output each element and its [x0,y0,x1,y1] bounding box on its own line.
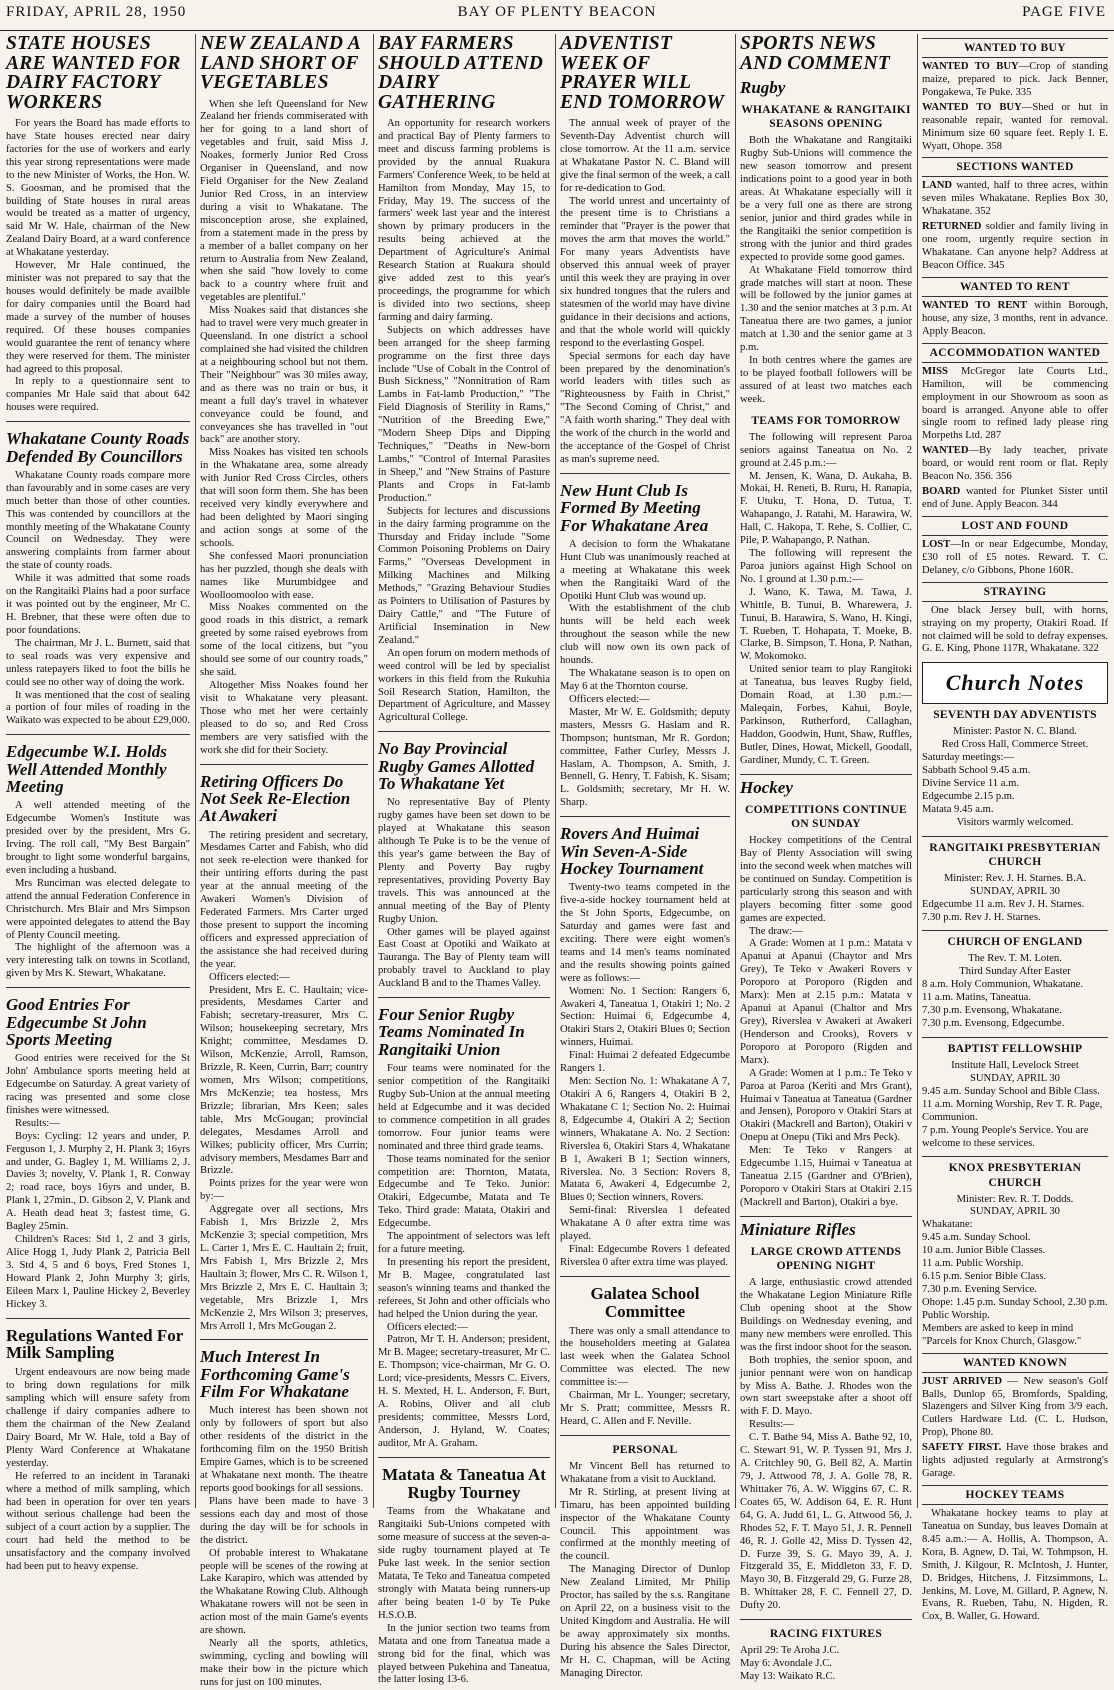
headline: Edgecumbe W.I. Holds Well Attended Monthly Meeting [6,742,167,796]
classified-heading: STRAYING [922,582,1108,602]
service-line: SUNDAY, APRIL 30 [970,1206,1060,1218]
service-line: SUNDAY, APRIL 30 [970,1072,1060,1084]
divider [560,1435,730,1436]
paragraph: Mr Vincent Bell has returned to Whakatane from a visit to Auckland. [560,1460,730,1485]
article-state-houses [6,34,190,415]
divider [378,731,550,732]
classified-ad: MISS McGregor late Courts Ltd., Hamilton, will be commencing employment in our Showroom as soon as board is arranged. Anyone able to offer single room to refined lady please ring Morpeths Ltd. 287 [922,365,1108,442]
paragraph: She confessed Maori pronunciation has her puzzled, though she deals with names like Murumbidgee and Woolloomooloo with ease. [200,550,368,601]
headline: NEW ZEALAND A LAND SHORT OF VEGETABLES [200,33,360,93]
paragraph: The draw:— [749,925,803,937]
paragraph: C. T. Bathe 94, Miss A. Bathe 92, 10, C. Stewart 91, W. P. Tyssen 91, Mrs J. A. Critchley 90, G. Bell 82, A. Martin 79, J. Attwood 78, J. A. Golle 78, R. Whittaker 76, A. W. Wiggins 67, C. R. Coates 65, W. Addison 64, E. R. Hunt 64, G. A. Judd 61, L. G. Attwood 56, J. Rhodes 52, F. T. Mayo 51, J. R. Pennell 46, R. J. Golle 42, Miss D. Tyssen 42, D. Furze 39, S. G. Mayo 39, A. J. Fitzgerald 35, E. Middleton 33, F. D. Mayo 30, B. Fitzgerald 29, G. Furze 28, B. Whittaker 28, F. C. Fennell 27, D. Dufty 20. [740,1432,912,1612]
column-rule [195,34,196,1508]
classified-ad: LOST—In or near Edgecumbe, Monday, £30 roll of £5 notes. Reward. T. C. Delaney, c/o Gibbons, Phone 160R. [922,538,1108,576]
paragraph: Women: No. 1 Section: Rangers 6, Awakeri 4, Taneatua 1, Otakiri 1; No. 2 Section: Huimai 6, Edgecumbe 4, Otakiri Stars 2, Otakiri Blues 0; Section winners, Huimai. [560,985,730,1049]
classified-ad: One black Jersey bull, with horns, straying on my property, Otakiri Road. If not claimed will be sold to defray expenses. G. E. King, Phone 117R, Whakatane. 322 [922,604,1108,655]
divider [378,997,550,998]
headline: BAY FARMERS SHOULD ATTEND DAIRY GATHERING [378,33,544,113]
service-line: Sabbath School 9.45 a.m. [922,765,1031,777]
classified-ad: WANTED TO BUY—Shed or hut in reasonable repair, wanted for removal. Minimum size 60 square feet. Reply I. E. Wyatt, Ohope. 358 [922,101,1108,152]
headline: New Hunt Club Is Formed By Meeting For Whakatane Area [560,480,709,535]
service-line: Minister: Rev. J. H. Starnes. B.A. [943,872,1087,884]
paragraph: In the junior section two teams from Matata and one from Taneatua made a strong bid for the final, which was played between Pukehina and Taneatua, the latter losing 13-6. [378,1622,550,1686]
article-hockey-tourney [560,825,730,1270]
paragraph: J. Wano, K. Tawa, M. Tawa, J. Whittle, B. Tunui, B. Wharewera, J. Tunui, B. Harawira, S. Wano, H. Kingi, T. Rueben, T. Hohapata, T. Moeke, B. Clarke, B. Simpson, T. Hona, P. Nathan, W. Mokomoko. [740,586,912,663]
service-line: Visitors warmly welcomed. [956,816,1074,828]
classified-ad: LAND wanted, half to three acres, within seven miles Whakatane. Replies Box 30, Whakatane. 352 [922,180,1108,218]
fixture-line: May 6: Avondale J.C. [740,1658,832,1670]
article-rugby-tourney [378,1466,550,1688]
paragraph: Semi-final: Riverslea 1 defeated Whakatane A 0 after extra time was played. [560,1205,730,1243]
paragraph: Aggregate over all sections, Mrs Fabish 1, Mrs Brizzle 2, Mrs McKenzie 3; special competition, Mrs L. Carter 1, Mrs E. C. Haultain 2; fruit, Mrs Fabish 1, Mrs Brizzle 2, Mrs Haultain 3; flower, Mrs C. R. Wilson 1, Mrs Brizzle 2, Mrs E. C. Haultain 3; vegetable, Mrs Brizzle 1, Mrs McKenzie 2, Mrs Wilson 3; preserves, Mrs Arroll 1, Mrs McGougan 2. [200,1204,368,1332]
paragraph: Miss Noakes said that distances she had to travel were very much greater in Queensland. In one district a school complained she had visited the children at a neighbouring school but not them. Their "Neighbour" was 30 miles away, and as there was no train or bus, it meant a full day's travel in whatever conveyance could be found, and conveyances she has travelled in "out back" are another story. [200,305,368,446]
divider [922,1037,1108,1038]
headline: ADVENTIST WEEK OF PRAYER WILL END TOMORROW [560,33,725,113]
paragraph: Mr R. Stirling, at present living at Timaru, has been appointed building inspector of the Whakatane County Council. This appointment was confirmed at the monthly meeting of the council. [560,1486,730,1563]
divider [378,1457,550,1458]
service-line: Members are asked to keep in mind "Parcels for Knox Church, Glasgow." [922,1322,1082,1347]
paragraph: A decision to form the Whakatane Hunt Club was unanimously reached at a meeting at Whakatane this week when the Rangitaiki Ward of the Opotiki Hunt Club was wound up. [560,538,730,602]
service-line: Edgecumbe 11 a.m. Rev J. H. Starnes. [922,898,1085,910]
paragraph: It was mentioned that the cost of sealing a portion of four miles of roading in the Waikato was expected to be about £29,000. [6,689,190,727]
article-dairy-gathering [378,34,550,725]
headline: Rovers And Huimai Win Seven-A-Side Hockey Tournament [560,824,704,878]
column-4 [560,33,730,1679]
article-teams-tomorrow [740,414,912,768]
paragraph: The Whakatane season is to open on May 6 at the Thornton course. [560,668,730,693]
divider [560,473,730,474]
issue-date: FRIDAY, APRIL 28, 1950 [6,4,187,20]
paragraph: Both trophies, the senior spoon, and junior pennant were won on handicap by Miss A. Bathe. J. Rhodes won the own start sweepstake after a shoot off with F. D. Mayo. [740,1354,912,1418]
paragraph: Officers elected:— [209,971,290,983]
paragraph: Men: Te Teko v Rangers at Edgecumbe 1.15, Huimai v Taneatua at Taneatua 2.15 (Gardner and O'Brien), Poroporo v Otakiri Stars at Otakiri 2.15 (Mackrell and Barton), Otakiri a bye. [740,1145,912,1208]
paragraph: Subjects for lectures and discussions in the dairy farming programme on the Thursday and Friday include "Some Common Poisoning Problems on Dairy Farms," "Overseas Development in Milking Machines and Milking Methods," "Grazing Behaviour Studies as Pointers to Utilisation of Pastures by Dairy Cattle," and "The Future of Artificial Insemination in New Zealand." [378,505,550,646]
headline: Whakatane County Roads Defended By Councillors [6,429,190,466]
paragraph: Urgent endeavours are now being made to bring down regulations for milk sampling which will ensure safety from challenge if dairy companies adhere to them the chairman of the New Zealand Dairy Board, Mr W. Hale, told a Bay of Plenty Ward Conference at Whakatane yesterday. [6,1367,190,1469]
service-line: SUNDAY, APRIL 30 [970,885,1060,897]
divider [6,734,190,735]
classified-heading: HOCKEY TEAMS [922,1485,1108,1505]
service-line: 6.15 p.m. Senior Bible Class. [922,1271,1047,1283]
paragraph: Chairman, Mr L. Younger; secretary, Mr S. Pratt; committee, Messrs R. Heard, C. Allen and F. Neville. [560,1390,730,1428]
paragraph: The world unrest and uncertainty of the present time is to Christians a reminder that "Prayer is the power that moves the arm that moves the world." For many years Adventists have observed this annual week of prayer until this week they are praying in over six hundred tongues that the rulers and statesmen of the world may have divine guidance in their decisions and actions, and that the whole world will quickly respond to the everlasting Gospel. [560,195,730,349]
paragraph: He referred to an incident in Taranaki where a method of milk sampling, which had been in operation for over ten years without serious challenge had been the subject of a court action by a supplier. The court had held the method to be unsatisfactory and the company involved had been put to heavy expense. [6,1470,190,1573]
paragraph: Whakatane County roads compare more than favourably and in some cases are very much better than those of other counties. This was contended by councillors at the monthly meeting of the Whakatane County Council on Wednesday. They were answering complaints from farmer about the state of county roads. [6,469,190,572]
paragraph: Patron, Mr T. H. Anderson; president, Mr B. Magee; secretary-treasurer, Mr C. E. Thompson; vice-chairman, Mr G. O. Lord; vice-presidents, Messrs C. Eivers, H. S. Mexted, H. L. Anderson, F. Burt, A. Robins, Oliver and all club presidents; committee, Messrs Lord, Anderson, J. Hyland, W. Coates; auditor, Mr A. Graham. [378,1334,550,1449]
paragraph: Children's Races: Std 1, 2 and 3 girls, Alice Hogg 1, Judy Plank 2, Patricia Bell 3. Std 4, 5 and 6 boys, Fred Stones 1, Howard Plank 2, John Murphy 3; girls, Eileen Marx 1, Pauline Hickey 2, Beverley Hickey 3. [6,1234,190,1310]
paragraph: United senior team to play Rangitoki at Taneatua, bus leaves Rugby field, Domain Road, at 1.30 p.m.:— Maleqain, Forbes, Kahui, Boyle, Parkinson, Rutherford, Callaghan, Haddon, Goodwin, Hunt, Shaw, Ruffles, Butler, Dines, Howat, Mickell, Goodall, Gardiner, Mundy, C. T. Green. [740,664,912,766]
service-line: 8 a.m. Holy Communion, Whakatane. [922,979,1084,991]
paragraph: Nearly all the sports, athletics, swimming, cycling and bowling will make their bow in the picture which runs for just on 100 minutes. [200,1638,368,1688]
article-games-film [200,1348,368,1689]
divider [560,1276,730,1277]
paragraph: Results:— [749,1419,794,1431]
paragraph: Results:— [15,1117,60,1129]
article-racing [740,1627,912,1684]
service-line: Ohope: 1.45 p.m. Sunday School, 2.30 p.m. Public Worship. [922,1296,1108,1321]
paragraph: While it was admitted that some roads on the Rangitaiki Plains had a poor surface it was pointed out by the engineer, Mr C. H. Brebner, that these were often due to poor foundations. [6,573,190,636]
paragraph: Both the Whakatane and Rangitaiki Rugby Sub-Unions will commence the new season tomorrow and present indications point to a good year in both areas. At Whakatane especially will it be a very full one as there are strong senior, junior and third grades while in the Rangitaiki the senior competition is strong with the junior and third grades expected to provide some good games. [740,135,912,263]
paragraph: In presenting his report the president, Mr B. Magee, congratulated last season's winning teams and thanked the referees, St John and other officials who had helped the Union during the year. [378,1256,550,1320]
paragraph: No representative Bay of Plenty rugby games have been set down to be played at Whakatane this season although Te Puke is to be the venue of this year's game between the Bay of Plenty and Poverty Bay rugby representatives, providing Poverty Bay travels. This was announced at the annual meeting of the Bay of Plenty Rugby Union. [378,797,550,925]
paragraph: An open forum on modern methods of weed control will be led by specialist workers in this field from the Rukuhia Soil Research Station, Hamilton, the Department of Agriculture, and Massey Agricultural College. [378,647,550,724]
classified-heading: ACCOMMODATION WANTED [922,343,1108,363]
paragraph: Four teams were nominated for the senior competition of the Rangitaiki Rugby Sub-Union at the annual meeting held at Edgecumbe and it was decided to commence competition in all grades tomorrow. Four junior teams were nominated and three third grade teams. [378,1063,550,1152]
divider [560,816,730,817]
service-line: 11 a.m. Public Worship. [922,1258,1024,1270]
paragraph: The annual week of prayer of the Seventh-Day Adventist church will close tomorrow. At the 11 a.m. service at Whakatane Pastor N. C. Bland will give the final sermon of the week, a call for re-dedication to God. [560,118,730,194]
headline: Four Senior Rugby Teams Nominated In Rangitaiki Union [378,1005,525,1059]
column-3 [378,33,550,1686]
paragraph: For years the Board has made efforts to have State houses erected near dairy factories for the use of workers and early this year strong representations were made to the new Minister of Works, the Hon. W. S. Goosman, and he promised that the building of State houses in rural areas would be treated as a matter of urgency, said Mr W. Hale, chairman of the New Zealand Dairy Board, at a ward conference at Whakatane yesterday. [6,118,190,259]
classified-heading: LOST AND FOUND [922,516,1108,536]
church-name: BAPTIST FELLOWSHIP [947,1043,1083,1056]
column-rule [917,34,918,1508]
article-sports-news [740,34,912,407]
article-galatea [560,1285,730,1429]
paragraph: However, Mr Hale continued, the minister was not prepared to say that the houses would definitely be made availble for dairy companies until the Board had made a survey of the number of houses required. Of these houses companies would guarantee the rent of tenancy where they were reserved for them. The minister had agreed to this proposal. [6,260,190,375]
church-name: SEVENTH DAY ADVENTISTS [933,709,1097,722]
divider [922,1156,1108,1157]
classified-ad: WANTED—By lady teacher, private board, or would rent room or flat. Reply Beacon No. 356. 356 [922,445,1108,483]
column-rule [555,34,556,1508]
classified-heading: WANTED TO BUY [922,38,1108,58]
headline: Regulations Wanted For Milk Sampling [6,1325,183,1363]
paragraph: Miss Noakes has visited ten schools in the Whakatane area, some already with Junior Red Cross Circles, others that will soon form them. She has been received very kindly everywhere and had been delighted by Maori singing and action songs at some of the schools. [200,447,368,549]
paragraph: Miss Noakes commented on the good roads in this district, a remark greeted by some raised eyebrows from some of the local citizens, but "you should see some of our country roads," she said. [200,602,368,679]
paragraph: Those teams nominated for the senior competition are: Thornton, Matata, Edgecumbe and Te Teko. Junior: Otakiri, Edgecumbe, Matata and Te Teko. Third grade: Matata, Otakiri and Edgecumbe. [378,1153,550,1230]
headline: No Bay Provincial Rugby Games Allotted To Whakatane Yet [378,739,535,793]
service-line: Minister: Rev. R. T. Dodds. [956,1193,1074,1205]
service-line: Edgecumbe 2.15 p.m. [922,790,1015,802]
paragraph: Final: Huimai 2 defeated Edgecumbe Rangers 1. [560,1050,730,1075]
headline: STATE HOUSES ARE WANTED FOR DAIRY FACTORY WORKERS [6,33,181,113]
service-line: 11 a.m. Morning Worship, Rev T. R. Page, Communion. [922,1098,1103,1123]
service-line: Minister: Pastor N. C. Bland. [953,726,1077,738]
headline: Good Entries For Edgecumbe St John Sports Meeting [6,995,147,1049]
paragraph: The retiring president and secretary, Mesdames Carter and Fabish, who did not seek re-election were thanked for their untiring efforts during the past year at the annual meeting of the Awakeri Women's Division of Federated Farmers. Mrs Carter urged those present to support the incoming officers and expressed appreciation of the assistance she had received during the year. [200,829,368,970]
classified-ad: RETURNED soldier and family living in one room, urgently require section in Whakatane. Can anyone help? Address at Beacon Office. 345 [922,221,1108,272]
sub-headline: LARGE CROWD ATTENDS OPENING NIGHT [750,1246,902,1273]
paragraph: Good entries were received for the St John' Ambulance sports meeting held at Edgecumbe on Saturday. A great variety of racing was presented and some close finishes were witnessed. [6,1053,190,1116]
service-line: 7.30 p.m. Evensong, Edgecumbe. [922,1018,1065,1030]
church-listing [922,708,1108,829]
paragraph: In reply to a questionnaire sent to companies Mr Hale said that about 642 houses were required. [6,376,190,414]
church-name: RANGITAIKI PRESBYTERIAN CHURCH [929,841,1101,868]
article-edgecumbe-wi [6,743,190,981]
column-2 [200,33,368,1688]
headline: Matata & Taneatua At Rugby Tourney [382,1464,546,1502]
classified-heading: WANTED KNOWN [922,1353,1108,1373]
church-name: KNOX PRESBYTERIAN CHURCH [948,1162,1082,1189]
service-line: 10 a.m. Junior Bible Classes. [922,1245,1046,1257]
article-county-roads [6,430,190,728]
service-line: Saturday meetings:— [922,752,1015,764]
article-vegetables [200,34,368,758]
section-title: Hockey [740,777,793,797]
paragraph: Hockey competitions of the Central Bay of Plenty Association will swing into the second week when matches will be continued on Sunday. Competition is particularly strong this season and with players becoming fitter some good games are expected. [740,835,912,924]
article-no-rugby [378,740,550,991]
column-rule [373,34,374,1508]
column-1 [6,33,190,1573]
paragraph: Mrs Runciman was elected delegate to attend the annual Federation Conference in Christchurch. Mrs Blair and Mrs Simpson were appointed delegates to attend the Bay of Plenty Council meeting. [6,877,190,941]
service-line: 7 p.m. Young People's Service. You are welcome to these services. [922,1124,1089,1149]
article-milk-sampling [6,1327,190,1574]
column-5 [740,33,912,1682]
paragraph: A Grade: Women at 1 p.m.: Matata v Apanui at Apanui (Chaytor and Mrs Grey), Te Teko v Awakeri Rovers v Poroporo at Poroporo (Rigden and Marx): Men at 2.15 p.m.: Matata v Apanui at Apanui (Chaltor and Mrs Grey), Riverslea v Awakeri at Awakeri (Henderson and Crooks), Rovers v Poroporo at Poroporo (Rigden and Marx). [740,938,912,1066]
paragraph: The Managing Director of Dunlop New Zealand Limited, Mr Philip Proctor, has sailed by the s.s. Rangitane on April 22, on a business visit to the United Kingdom and Australia. He will be away approximately six months. During his absence the Sales Director, Mr H. C. Chapman, will be Acting Managing Director. [560,1564,730,1679]
church-listing [922,1042,1108,1150]
paragraph: Points prizes for the year were won by:— [200,1178,368,1203]
classified-ad: Whakatane hockey teams to play at Taneatua on Sunday, bus leaves Domain at 8.45 a.m.:— A. Hollis, A. Thompson, A. Kora, B. Agnew, D. Tai, W. Tohmpson, H. Smith, J. Kilgour, R. McIntosh, J. Hunter, D. Bridges, Hitchens, J. Fitzsimmons, L. Jenkins, M. Love, M. Gillard, P. Agnew, N. Evans, R. Rueben, Tahu, N. Higden, R. Cox, B. Waller, G. Howard. [922,1507,1108,1623]
fixture-line: May 13: Waikato R.C. [740,1670,836,1682]
paragraph: Special sermons for each day have been prepared by the denomination's world leaders with titles such as "Righteousness by Faith in Christ," "The Second Coming of Christ," and "A faith worth sharing." They deal with the work of the church in the world and the acceptance of the Gospel of Christ as man's supreme need. [560,350,730,465]
divider [6,987,190,988]
sub-headline: COMPETITIONS CONTINUE ON SUNDAY [745,804,907,831]
divider [6,1318,190,1319]
paragraph: Teams from the Whakatane and Rangitaiki Sub-Unions competed with some measure of success at the seven-a-side rugby tournament played at Te Puke last week. In the senior section Matata, Te Teko and Taneatua competed strongly with Matata being runners-up after being beaten 1-0 by Te Puke H.S.O.B. [378,1506,550,1621]
column-6-classifieds [922,34,1108,1623]
classified-ad: BOARD wanted for Plunket Sister until end of June. Apply Beacon. 344 [922,486,1108,510]
section-title: Rugby [740,78,786,97]
divider [922,930,1108,931]
classified-ad: SAFETY FIRST. Have those brakes and lights adjusted regularly at Armstrong's Garage. [922,1442,1108,1480]
paragraph: The appointment of selectors was left for a future meeting. [378,1231,550,1256]
column-rule [735,34,736,1508]
paragraph: Men: Section No. 1: Whakatane A 7, Otakiri A 6, Rangers 4, Otakiri B 2, Whakatane C 1; Section No. 2: Huimai 8, Edgecumbe 4, Otakiri A 2; Section winners, Whakatane A. No. 2 Section: Riverslea 6, Otakiri Stars 4, Whakatane B 1, Awakeri B 1; Section winners, Riverslea. No. 3 Section: Rovers 8, Matata 6, Awakeri 4, Edgecumbe 2, Blues 0; Section winners, Rovers. [560,1076,730,1204]
newspaper-title: BAY OF PLENTY BEACON [457,4,657,20]
divider [740,1216,912,1217]
paragraph: Altogether Miss Noakes found her visit to Whakatane very pleasant. Those who met her were certainly pleased to do so, and Red Cross members are very satisfied with the work she did for their Society. [200,679,368,756]
divider [740,774,912,775]
service-line: 11 a.m. Matins, Taneatua. [922,992,1031,1004]
service-line: Third Sunday After Easter [959,966,1071,978]
article-hunt-club [560,482,730,810]
paragraph: In both centres where the games are to be played football followers will be assured of at least two matches each week. [740,355,912,405]
church-listing [922,1161,1108,1348]
divider [6,421,190,422]
paragraph: At Whakatane Field tomorrow third grade matches will start at noon. These will be followed by the junior games at 1.30 and the senior matches at 3 p.m. At Taneatua there are two games, a junior match at 1.30 and the senior game at 3 p.m. [740,264,912,354]
church-name: CHURCH OF ENGLAND [947,936,1083,949]
service-line: Red Cross Hall, Commerce Street. [941,739,1089,751]
divider [740,1619,912,1620]
paragraph: Twenty-two teams competed in the five-a-side hockey tournament held at the St John Sports, Edgecumbe, on Saturday and games were fast and exciting. There were eight women's teams and 14 men's teams nominated and the results showing points gained were as follows:— [560,882,730,984]
paragraph: Officers elected:— [387,1321,468,1333]
paragraph: The following will represent Paroa seniors against Taneatua on No. 2 ground at 2.45 p.m.:— [740,431,912,469]
paragraph: A Grade: Women at 1 p.m.: Te Teko v Paroa at Paroa (Keriti and Mrs Grant), Huimai v Taneatua at Taneatua (Gardner and Jensen), Poroporo v Otakiri Stars at Otakiri (Mackrell and Barton), Otakiri v Onepu at Onepu (Tiki and Mrs Peck). [740,1067,912,1144]
paragraph: The following will represent the Paroa juniors against High School on No. 1 ground at 1.30 p.m.:— [740,548,912,585]
divider [922,836,1108,837]
paragraph: Much interest has been shown not only by followers of sport but also other residents of the district in the forthcoming film on the 1950 British Empire Games, which is to be screened at Whakatane next month. The theatre reports good bookings for all sessions. [200,1405,368,1494]
paragraph: Plans have been made to have 3 sessions each day and most of those during the day will be for schools in the district. [200,1495,368,1546]
service-line: Institute Hall, Levelock Street [951,1060,1079,1072]
paragraph: When she left Queensland for New Zealand her friends commiserated with her for going to a land short of vegetables and fruit, said Miss J. Noakes, formerly Junior Red Cross Organiser in Queensland, and now Field Organiser for the New Zealand Junior Red Cross, in an interview during a visit to Whakatane. The misconception arose, she explained, from a statement made in the press by a member of a ballet company on her return to Australia from New Zealand, when she said "how lovely to come back to a country where fruit and vegetables are plentiful." [200,98,368,304]
church-listing [922,935,1108,1031]
service-line: Divine Service 11 a.m. [922,778,1019,790]
divider [200,764,368,765]
section-heading: PERSONAL [612,1443,678,1456]
service-line: Matata 9.45 a.m. [922,803,994,815]
paragraph: Boys: Cycling: 12 years and under, P. Ferguson 1, J. Murphy 2, H. Plank 3; 16yrs and under, G. Bagley 1, M. Williams 2, J. Davies 3; novelty, V. Plank 1, R. Conway 2; road race, boys 16yrs and under, B. Plank 1, 27min., D. Gibson 2, V. Plank and A. Heath dead heat 3; fastest time, G. Bagley 25min. [6,1130,190,1233]
article-sports-meeting [6,996,190,1311]
service-line: 7.30 p.m. Rev J. H. Starnes. [922,911,1041,923]
fixture-line: April 29: Te Aroha J.C. [740,1645,840,1657]
paragraph: There was only a small attendance to the householders meeting at Galatea last week when the Galatea School Committee was elected. The new committee is:— [560,1325,730,1389]
service-line: 7.30 p.m. Evening Service. [922,1283,1038,1295]
paragraph: The highlight of the afternoon was a very interesting talk on towns in Scotland, given by Mrs K. Stewart, Whakatane. [6,942,190,980]
paragraph: An opportunity for research workers and practical Bay of Plenty farmers to meet and discuss farming problems is provided by the annual Ruakura Farmers' Conference Week, to be held at Hamilton from Monday, May 15, to Friday, May 19. The success of the farmers' week last year and the interest shown by primary producers in the results being achieved at the Department of Agriculture's Animal Research Station at Ruakura should give added zest to this year's proceedings, the programme for which is divided into two sections, sheep farming and dairy farming. [378,118,550,323]
service-line: 9.45 a.m. Sunday School and Bible Class. [922,1085,1100,1097]
service-line: Whakatane: [922,1219,973,1231]
paragraph: A large, enthusiastic crowd attended the Whakatane Legion Miniature Rifle Club opening shoot at the Show Buildings on Wednesday evening, and many new members were enrolled. This was the first indoor shoot for the season. [740,1277,912,1353]
headline: Much Interest In Forthcoming Game's Film For Whakatane [200,1347,350,1402]
paragraph: The chairman, Mr J. L. Burnett, said that to seal roads was very expensive and unless ratepayers liked to foot the bills he could see no other way of doing the work. [6,637,190,688]
article-retiring-officers [200,773,368,1334]
paragraph: Subjects on which addresses have been arranged for the sheep farming programme on the first three days include "Use of Cobalt in the Control of Bush Sickness," "Nonnitration of Ram Lambs in Fat-lamb Production," "The Field Diagnosis of Sterility in Rams," "Nutrition of the Breeding Ewe," "Modern Sheep Dips and Dipping Techniques," "Deaths in New-born Lambs," "Control of Internal Parasites in Sheep," and "New Strains of Pasture Plants and Crops in Fat-lamb Production." [378,324,550,504]
headline: Galatea School Committee [590,1283,700,1321]
paragraph: Of probable interest to Whakatane people will be scenes of the rowing at Lake Karapiro, which was attended by the Whakatane Rowing Club. Although Whakatane rowers will not be seen in action most of the main Game's events are shown. [200,1547,368,1637]
sub-headline: TEAMS FOR TOMORROW [751,414,901,427]
article-rifles [740,1221,912,1613]
paragraph: President, Mrs E. C. Haultain; vice-presidents, Mesdames Carter and Fabish; secretary-treasurer, Mrs C. Wilson; housekeeping secretary, Mrs Knight; committee, Mesdames D. Wilson, McKenzie, Arroll, Ramson, Brizzle, R. Keen, Currin, Barr; country women, Mrs Wilson; competitions, Mrs McKenzie; tea hostess, Mrs Brizzle; librarian, Mrs Keen; sales table, Mrs McGougan; provincial delegates, Mesdames Arroll and Wilkes; publicity officer, Mrs Currin; advisory members, Mesdames Barr and Brizzle. [200,984,368,1177]
article-hockey [740,779,912,1210]
classified-ad: WANTED TO BUY—Crop of standing maize, prepared to pick. Jack Benner, Pongakewa, Te Puke. 335 [922,61,1108,98]
sub-headline: RACING FIXTURES [769,1628,883,1641]
paragraph: Master, Mr W. E. Goldsmith; deputy masters, Messrs G. Haslam and R. Thompson; huntsman, Mr R. Gordon; committee, Father Curley, Messrs J. Haslam, A. Thompson, A. Smith, J. Bennell, G. Henry, T. Fabish, K. Sisam; L. Goldsmith; secretary, Mr H. W. Sharp. [560,706,730,809]
page-number: PAGE FIVE [1022,4,1106,20]
sub-headline: WHAKATANE & RANGITAIKI SEASONS OPENING [741,104,911,131]
paragraph: Other games will be played against East Coast at Opotiki and Waikato at Tauranga. The Bay of Plenty team will probably travel to Auckland to play Auckland B and to the Thames Valley. [378,926,550,990]
service-line: 9.45 a.m. Sunday School. [922,1232,1031,1244]
paragraph: Officers elected:— [569,693,650,705]
church-listing [922,841,1108,925]
article-adventist [560,34,730,467]
paragraph: Final: Edgecumbe Rovers 1 defeated Riverslea 0 after extra time was played. [560,1244,730,1268]
masthead [0,0,1114,31]
headline: SPORTS NEWS AND COMMENT [740,33,891,74]
classified-heading: SECTIONS WANTED [922,157,1108,177]
classified-ad: WANTED TO RENT within Borough, house, any size, 3 months, rent in advance. Apply Beacon. [922,299,1108,337]
service-line: 7.30 p.m. Evensong, Whakatane. [922,1005,1062,1017]
article-four-rugby [378,1006,550,1451]
section-title: Miniature Rifles [740,1219,856,1239]
classified-ad: JUST ARRIVED — New season's Golf Balls, Dunlop 65, Bromfords, Spalding, Slazengers and Silver King from 3/9 each. Cutlers Hardware Ltd. (C. L. Hudson, Prop), Phone 80. [922,1375,1108,1439]
article-personal [560,1443,730,1681]
classified-heading: WANTED TO RENT [922,277,1108,297]
service-line: The Rev. T. M. Loten. [968,953,1062,965]
paragraph: A well attended meeting of the Edgecumbe Women's Institute was presided over by the president, Mrs G. Irving. The roll call, "My Best Bargain" brought to light some wonderful bargains, even including a husband. [6,800,190,876]
divider [200,1339,368,1340]
headline: Retiring Officers Do Not Seek Re-Election At Awakeri [200,771,351,826]
paragraph: With the establishment of the club hunts will be held each week throughout the season while the new club will now own its own pack of hounds. [560,603,730,667]
church-notes-banner: Church Notes [922,662,1108,704]
paragraph: M. Jensen, K. Wana, D. Aukaha, B. Mokai, H. Reneti, B. Ruru, H. Ranapia, F. Utuku, T. Hona, D. Tutua, T. Wahapango, J. Ratahi, M. Harawira, W. Hall, C. Hakopa, T. Rehe, S. Collier, C. Pile, P. Wahapango, P. Nathan. [740,470,912,547]
